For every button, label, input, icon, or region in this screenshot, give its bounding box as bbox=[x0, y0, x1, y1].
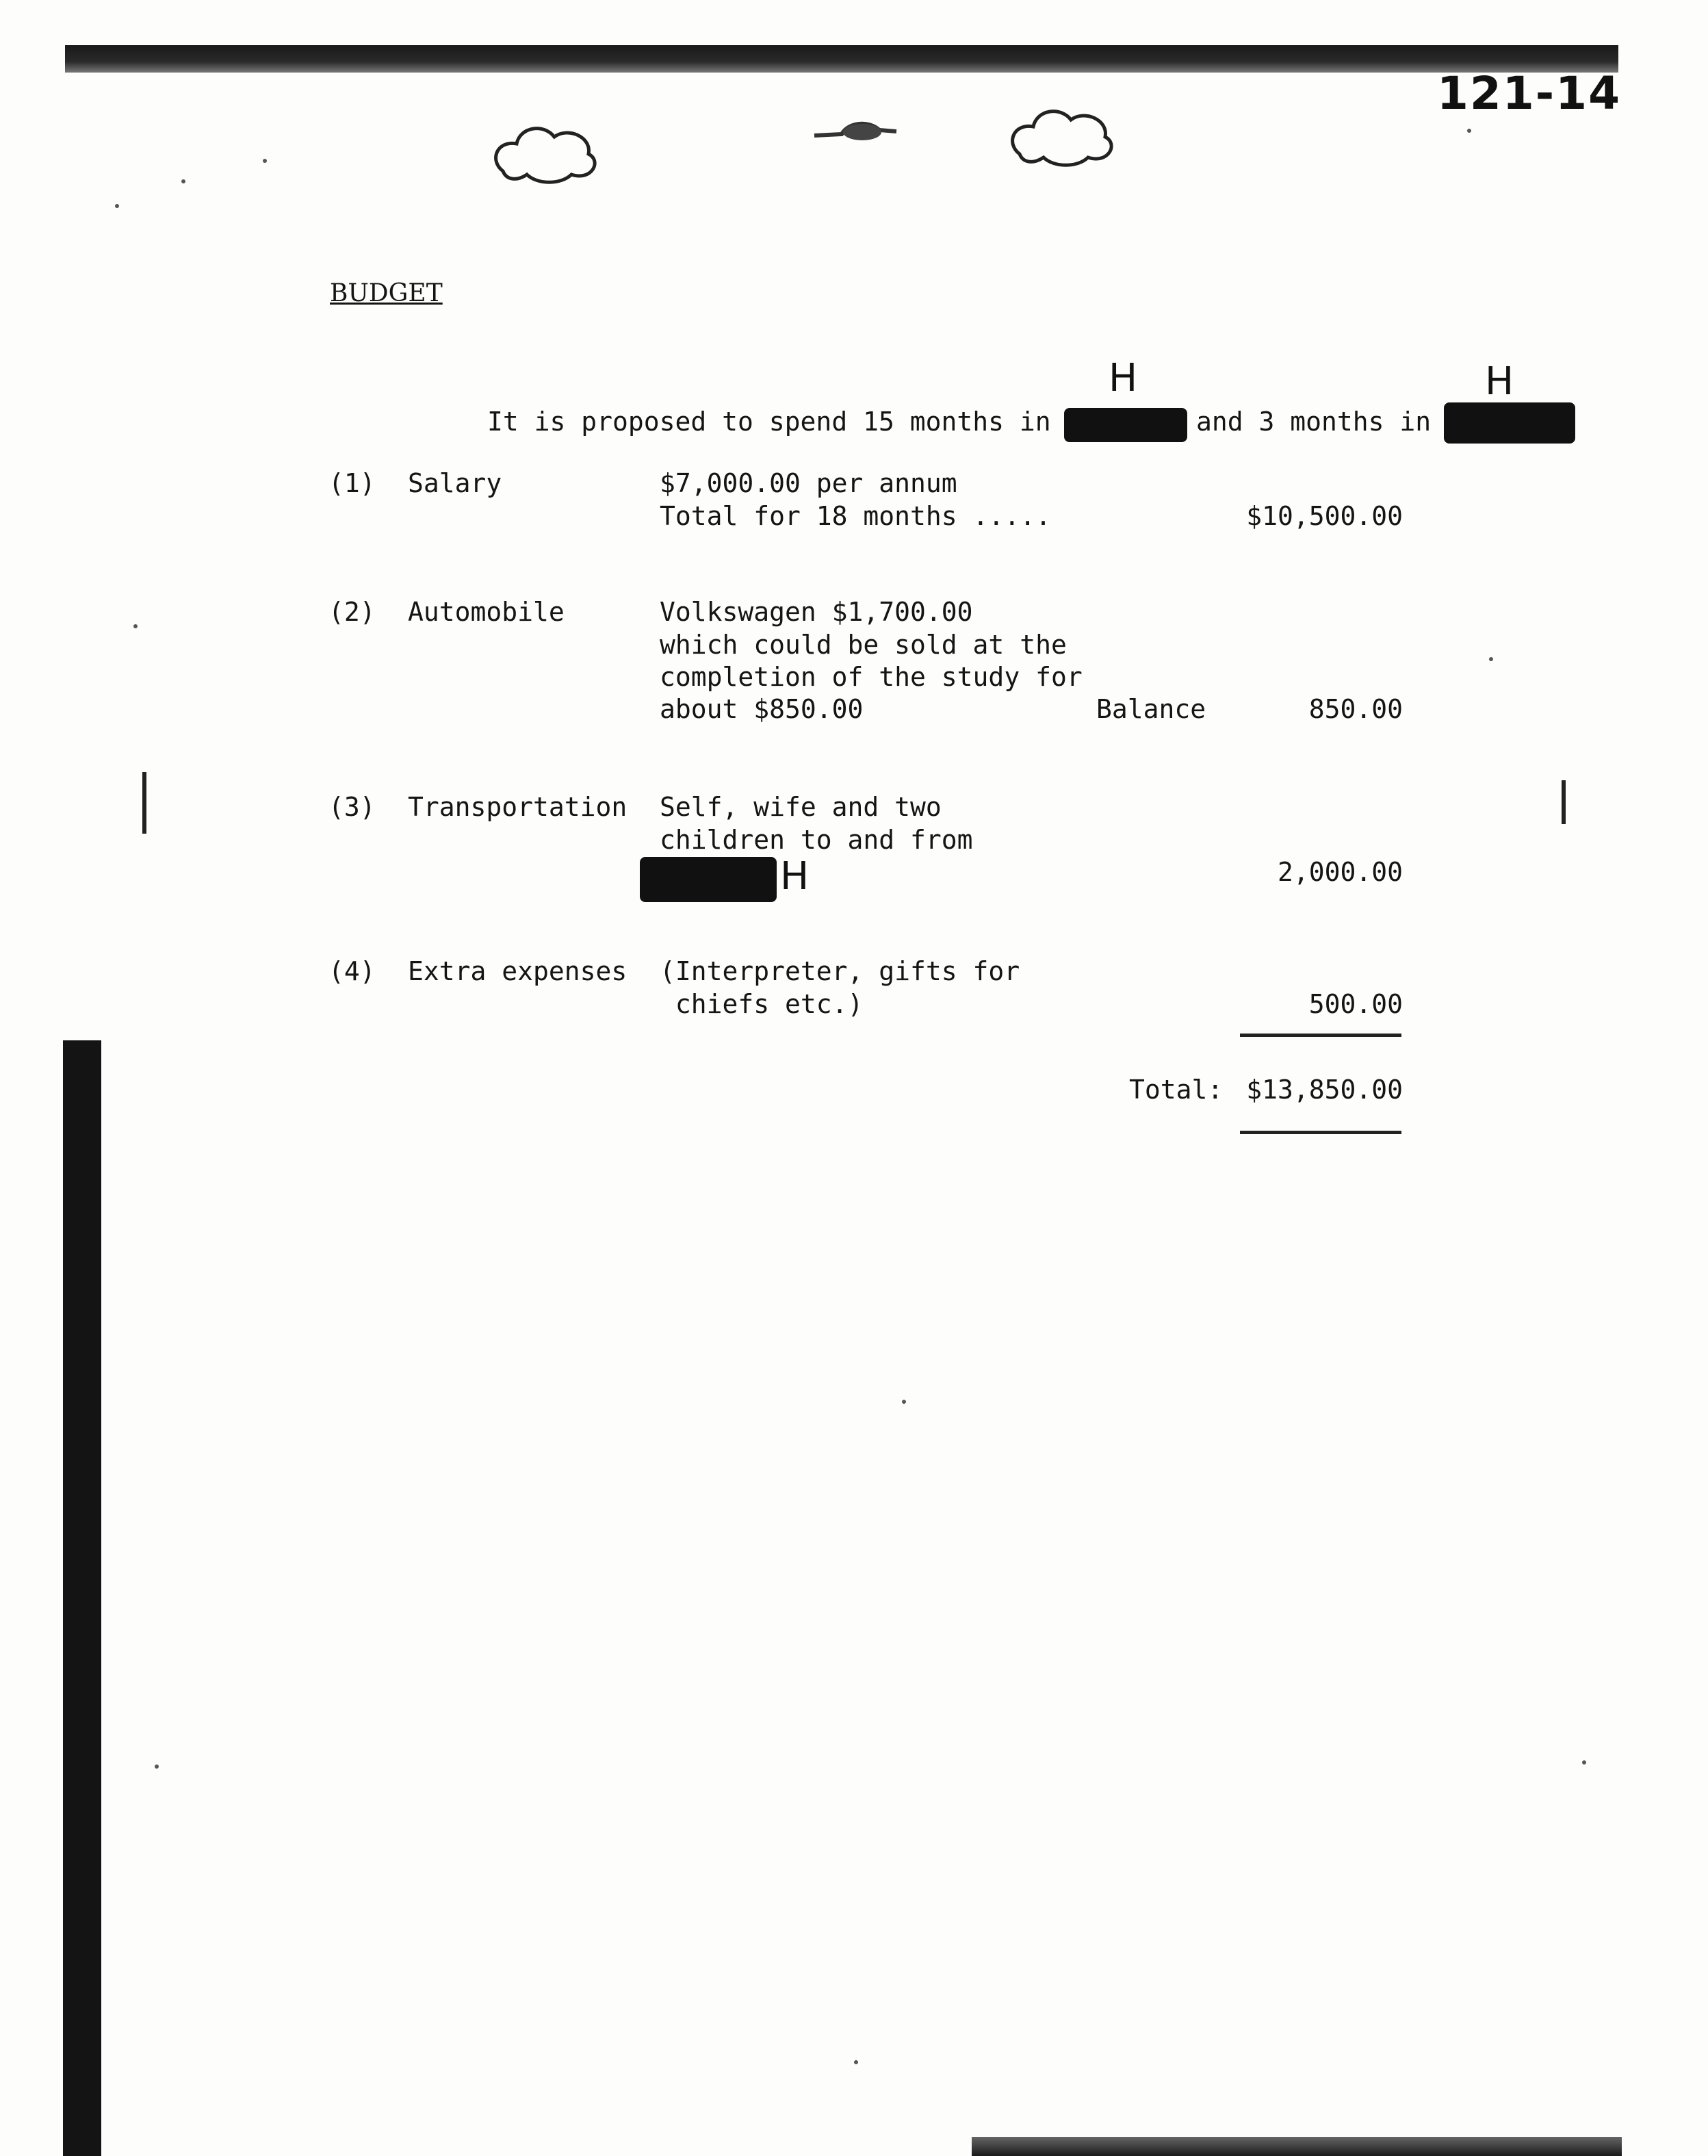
total-amount: $13,850.00 bbox=[1246, 1075, 1403, 1105]
item-3-description-line-1: Self, wife and two bbox=[660, 792, 942, 822]
item-4-description-line-2: chiefs etc.) bbox=[660, 989, 864, 1019]
item-2-number: (2) bbox=[328, 597, 376, 627]
item-2-balance-label: Balance bbox=[1096, 694, 1206, 724]
scan-dust bbox=[902, 1400, 906, 1404]
item-2-amount: 850.00 bbox=[1308, 694, 1403, 724]
item-2-description-line-3: completion of the study for bbox=[660, 662, 1083, 692]
handwritten-mark-2: H bbox=[1485, 359, 1514, 404]
scan-dust bbox=[1467, 129, 1471, 133]
handwritten-reference-number: 121-14 bbox=[1437, 67, 1622, 120]
smudge-mark bbox=[811, 115, 900, 149]
item-4-number: (4) bbox=[328, 956, 376, 986]
item-3-label: Transportation bbox=[408, 792, 627, 822]
total-rule bbox=[1240, 1131, 1401, 1134]
item-4-amount: 500.00 bbox=[1308, 989, 1403, 1019]
sum-rule bbox=[1240, 1034, 1401, 1037]
scan-dust bbox=[133, 624, 138, 628]
item-3-amount: 2,000.00 bbox=[1277, 857, 1403, 887]
item-2-description-line-1: Volkswagen $1,700.00 bbox=[660, 597, 973, 627]
cloud-doodle-left bbox=[489, 120, 606, 188]
scan-dust bbox=[854, 2060, 858, 2064]
scan-left-edge bbox=[63, 1040, 101, 2156]
scan-dust bbox=[263, 159, 267, 163]
scan-dust bbox=[155, 1764, 159, 1769]
scan-bottom-edge bbox=[972, 2137, 1622, 2156]
scan-dust bbox=[115, 204, 119, 208]
scan-dust bbox=[1582, 1760, 1586, 1764]
item-4-label: Extra expenses bbox=[408, 956, 627, 986]
handwritten-mark-1: H bbox=[1109, 356, 1138, 400]
scan-right-mark bbox=[1562, 780, 1566, 824]
total-label: Total: bbox=[1129, 1075, 1224, 1105]
item-1-amount: $10,500.00 bbox=[1246, 501, 1403, 531]
item-1-description-line-1: $7,000.00 per annum bbox=[660, 468, 957, 498]
item-3-description-line-2: children to and from bbox=[660, 825, 973, 855]
redaction-block-1 bbox=[1064, 408, 1187, 442]
item-1-description-line-2: Total for 18 months ..... bbox=[660, 501, 1051, 531]
scan-dust bbox=[1489, 657, 1493, 661]
item-3-number: (3) bbox=[328, 792, 376, 822]
redaction-block-3 bbox=[640, 857, 777, 902]
page-title: BUDGET bbox=[330, 279, 443, 307]
handwritten-mark-3: H bbox=[780, 854, 810, 899]
scan-left-mark bbox=[142, 772, 146, 834]
item-1-number: (1) bbox=[328, 468, 376, 498]
item-2-description-line-4: about $850.00 bbox=[660, 694, 864, 724]
item-2-label: Automobile bbox=[408, 597, 565, 627]
intro-text-start: It is proposed to spend 15 months in bbox=[487, 407, 1051, 437]
scan-dust bbox=[181, 179, 185, 183]
scan-top-edge bbox=[65, 45, 1618, 73]
redaction-block-2 bbox=[1444, 402, 1575, 444]
item-1-label: Salary bbox=[408, 468, 502, 498]
cloud-doodle-right bbox=[1006, 103, 1122, 171]
item-2-description-line-2: which could be sold at the bbox=[660, 630, 1067, 660]
intro-text-middle: and 3 months in bbox=[1196, 407, 1432, 437]
item-4-description-line-1: (Interpreter, gifts for bbox=[660, 956, 1020, 986]
